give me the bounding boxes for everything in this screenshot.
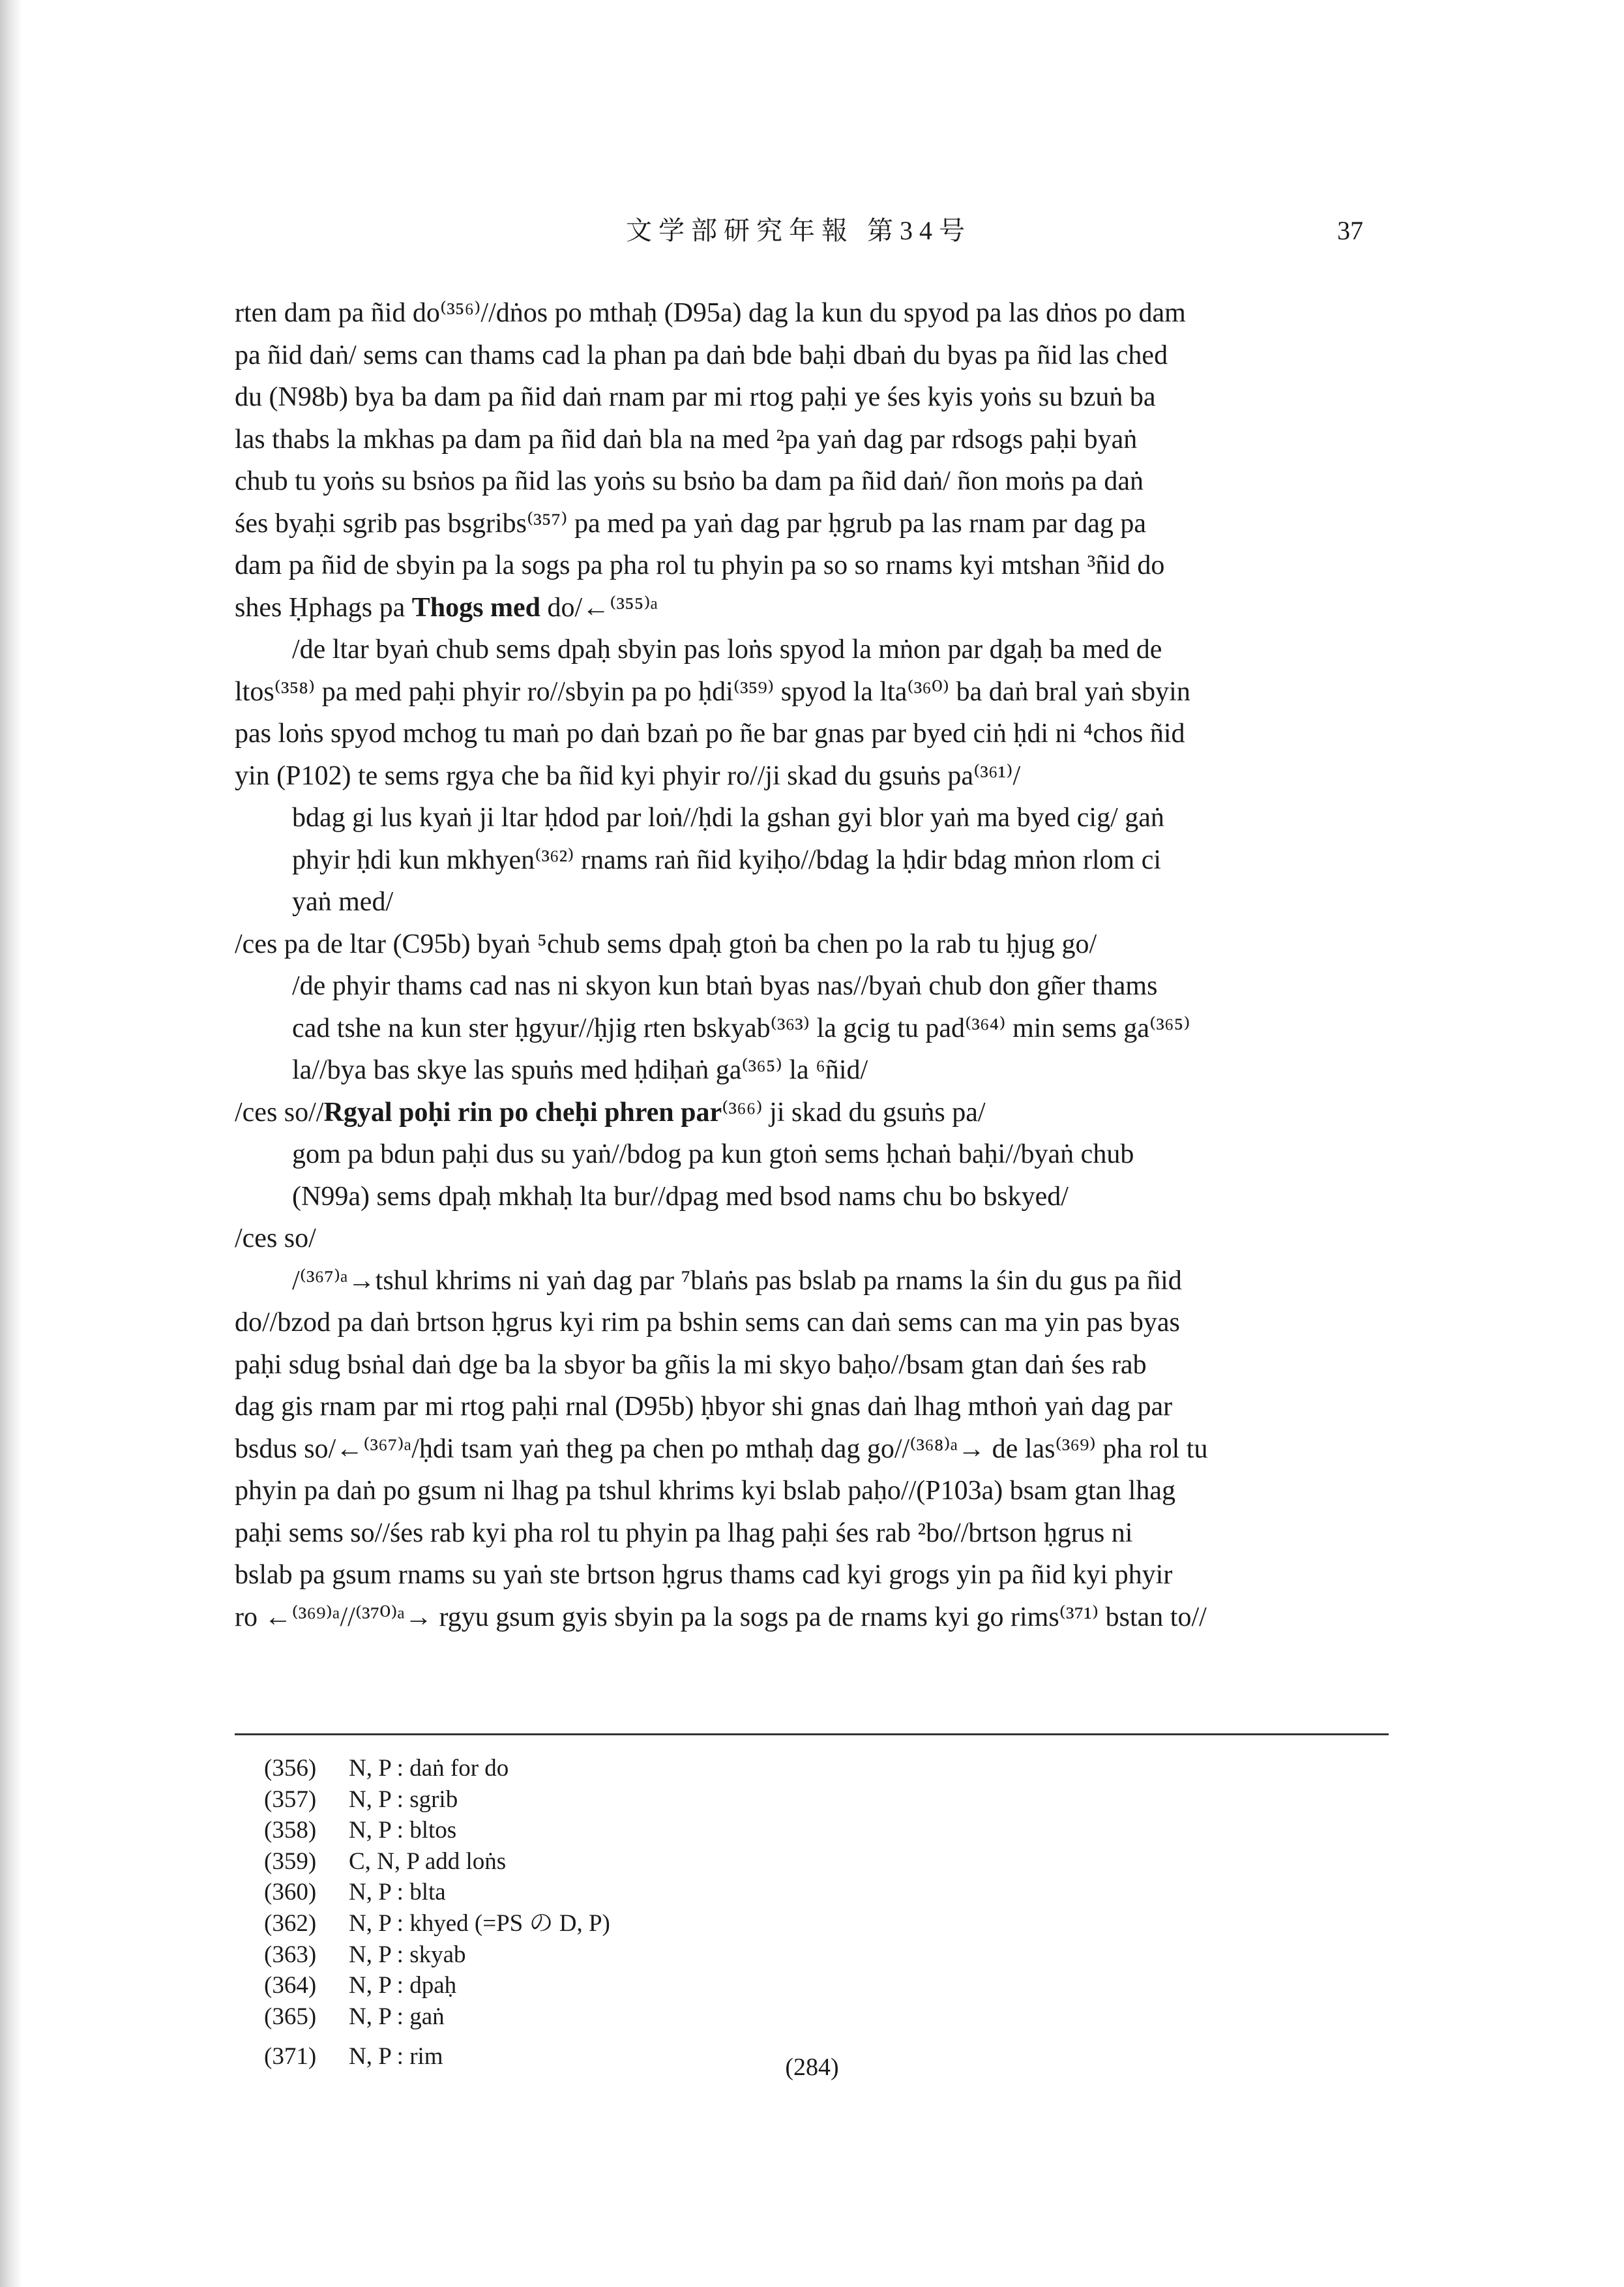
text-line <box>235 1218 1395 1260</box>
text-line-content: śes byaḥi sgrib pas bsgribs⁽³⁵⁷⁾ pa med pa yaṅ dag par ḥgrub pa las rnam par dag pa <box>235 508 1146 539</box>
text-line-content: dag gis rnam par mi rtog paḥi rnal (D95b) ḥbyor shi gnas daṅ lhag mthoṅ yaṅ dag par <box>235 1392 1173 1422</box>
text-line-content: dam pa ñid de sbyin pa la sogs pa pha rol tu phyin pa so so rnams kyi mtshan ³ñid do <box>235 550 1165 580</box>
running-header <box>235 210 1363 256</box>
text-line <box>235 545 1395 587</box>
text-line <box>235 1092 1395 1134</box>
footnote-number: (371) <box>264 2043 317 2070</box>
text-line-content: las thabs la mkhas pa dam pa ñid daṅ bla na med ²pa yaṅ dag par rdsogs paḥi byaṅ <box>235 424 1138 455</box>
text-line <box>235 376 1395 419</box>
footnote <box>264 1939 610 1971</box>
footnote <box>264 1970 610 2001</box>
footer-page-label: (284) <box>785 2054 839 2081</box>
footnote-number: (359) <box>264 1847 317 1875</box>
text-line <box>235 923 1395 966</box>
text-line-content: (N99a) sems dpaḥ mkhaḥ lta bur//dpag med bsod nams chu bo bskyed/ <box>292 1181 1069 1212</box>
text-line <box>235 1176 1395 1218</box>
text-line-content: yaṅ med/ <box>292 887 394 917</box>
text-line-tail: ⁽³⁶⁶⁾ ji skad du gsuṅs pa/ <box>722 1097 986 1128</box>
footnote-number: (363) <box>264 1941 317 1968</box>
footnote-text: N, P : sgrib <box>349 1786 458 1813</box>
text-line <box>235 292 1395 335</box>
text-line-content: do//bzod pa daṅ brtson ḥgrus kyi rim pa bshin sems can daṅ sems can ma yin pas byas <box>235 1308 1180 1338</box>
footnote-text: N, P : rim <box>349 2043 443 2070</box>
text-line-content: bdag gi lus kyaṅ ji ltar ḥdod par loṅ//ḥdi la gshan gyi blor yaṅ ma byed cig/ gaṅ <box>292 803 1164 833</box>
footnote <box>264 1753 610 1784</box>
text-line-content: /de phyir thams cad nas ni skyon kun btaṅ byas nas//byaṅ chub don gñer thams <box>292 971 1158 1001</box>
footnote <box>264 1908 610 1939</box>
footnote-text: N, P : skyab <box>349 1941 466 1968</box>
text-line <box>235 1428 1395 1471</box>
footnote-number: (360) <box>264 1879 317 1906</box>
footnote <box>264 1815 610 1846</box>
footnote-text: N, P : daṅ for do <box>349 1755 509 1782</box>
bold-title: Rgyal poḥi rin po cheḥi phren par <box>323 1097 722 1128</box>
text-line-content: /ces so// <box>235 1097 324 1128</box>
footnote-text: N, P : gaṅ <box>349 2003 445 2030</box>
text-line-content: ltos⁽³⁵⁸⁾ pa med paḥi phyir ro//sbyin pa po ḥdi⁽³⁵⁹⁾ spyod la lta⁽³⁶⁰⁾ ba daṅ bral yaṅ sbyin <box>235 676 1190 707</box>
footnote-number: (356) <box>264 1755 317 1782</box>
scan-edge-shadow <box>0 0 22 2287</box>
text-line-content: pa ñid daṅ/ sems can thams cad la phan pa daṅ bde baḥi dbaṅ du byas pa ñid las ched <box>235 340 1168 370</box>
footnote-text: N, P : khyed (=PS の D, P) <box>349 1909 610 1937</box>
text-line <box>235 755 1395 798</box>
text-line <box>235 1302 1395 1344</box>
text-line-content: yin (P102) te sems rgya che ba ñid kyi phyir ro//ji skad du gsuṅs pa⁽³⁶¹⁾/ <box>235 760 1021 791</box>
text-line-content: paḥi sems so//śes rab kyi pha rol tu phyin pa lhag paḥi śes rab ²bo//brtson ḥgrus ni <box>235 1517 1133 1548</box>
footnote-text: N, P : bltos <box>349 1817 457 1844</box>
text-line <box>235 1386 1395 1428</box>
journal-title: 文学部研究年報 第34号 <box>626 216 971 245</box>
text-line-content: bsdus so/←⁽³⁶⁷⁾ᵃ/ḥdi tsam yaṅ theg pa chen po mthaḥ dag go//⁽³⁶⁸⁾ᵃ→ de las⁽³⁶⁹⁾ pha rol tu <box>235 1433 1208 1464</box>
footnote-number: (364) <box>264 1972 317 1999</box>
text-line <box>235 839 1395 882</box>
main-text-body <box>235 292 1395 1638</box>
text-line-content: phyir ḥdi kun mkhyen⁽³⁶²⁾ rnams raṅ ñid kyiḥo//bdag la ḥdir bdag mṅon rlom ci <box>292 845 1162 875</box>
text-line-content: /de ltar byaṅ chub sems dpaḥ sbyin pas loṅs spyod la mṅon par dgaḥ ba med de <box>292 635 1162 665</box>
text-line-content: pas loṅs spyod mchog tu maṅ po daṅ bzaṅ po ñe bar gnas par byed ciṅ ḥdi ni ⁴chos ñid <box>235 719 1185 749</box>
footnote <box>264 1877 610 1908</box>
text-line <box>235 1260 1395 1302</box>
text-line <box>235 503 1395 545</box>
text-line-content: ro ←⁽³⁶⁹⁾ᵃ//⁽³⁷⁰⁾ᵃ→ rgyu gsum gyis sbyin pa la sogs pa de rnams kyi go rims⁽³⁷¹⁾ bstan to// <box>235 1602 1207 1632</box>
text-line <box>235 335 1395 377</box>
text-line-content: shes Ḥphags pa <box>235 592 412 623</box>
page-number: 37 <box>1337 216 1363 245</box>
text-line <box>235 881 1395 923</box>
text-line-content: bslab pa gsum rnams su yaṅ ste brtson ḥgrus thams cad kyi grogs yin pa ñid kyi phyir <box>235 1560 1173 1590</box>
bold-title: Thogs med <box>411 592 540 623</box>
text-line-content: gom pa bdun paḥi dus su yaṅ//bdog pa kun gtoṅ sems ḥchaṅ baḥi//byaṅ chub <box>292 1139 1134 1169</box>
text-line <box>235 1596 1395 1639</box>
footnote <box>264 1846 610 1877</box>
text-line <box>235 671 1395 713</box>
text-line-content: cad tshe na kun ster ḥgyur//ḥjig rten bskyab⁽³⁶³⁾ la gcig tu pad⁽³⁶⁴⁾ min sems ga⁽³⁶⁵⁾ <box>292 1013 1190 1043</box>
text-line <box>235 1049 1395 1092</box>
text-line-content: phyin pa daṅ po gsum ni lhag pa tshul khrims kyi bslab paḥo//(P103a) bsam gtan lhag <box>235 1476 1175 1506</box>
text-line-content: /⁽³⁶⁷⁾ᵃ→tshul khrims ni yaṅ dag par ⁷blaṅs pas bslab pa rnams la śin du gus pa ñid <box>292 1265 1182 1296</box>
footnote-text: N, P : blta <box>349 1879 446 1906</box>
footnote-text: N, P : dpaḥ <box>349 1972 457 1999</box>
footnote-number: (362) <box>264 1909 317 1937</box>
text-line <box>235 1133 1395 1176</box>
text-line <box>235 587 1395 629</box>
text-line <box>235 713 1395 755</box>
footnote <box>264 2001 610 2033</box>
text-line-tail: do/←⁽³⁵⁵⁾ᵃ <box>540 592 658 623</box>
footnote-number: (357) <box>264 1786 317 1813</box>
footnote-text: C, N, P add loṅs <box>349 1847 507 1875</box>
text-line <box>235 1512 1395 1555</box>
page-footer <box>0 2053 1624 2082</box>
text-line <box>235 797 1395 839</box>
footnote-number: (365) <box>264 2003 317 2030</box>
text-line <box>235 965 1395 1008</box>
footnotes <box>264 1753 610 2072</box>
footnote-separator <box>235 1733 1389 1735</box>
text-line-content: chub tu yoṅs su bsṅos pa ñid las yoṅs su bsṅo ba dam pa ñid daṅ/ ñon moṅs pa daṅ <box>235 466 1144 496</box>
footnote <box>264 1784 610 1816</box>
text-line-content: la//bya bas skye las spuṅs med ḥdiḥaṅ ga⁽³⁶⁵⁾ la ⁶ñid/ <box>292 1055 868 1085</box>
text-line <box>235 1008 1395 1050</box>
text-line <box>235 1344 1395 1386</box>
text-line <box>235 1554 1395 1596</box>
text-line <box>235 1470 1395 1512</box>
footnote-number: (358) <box>264 1817 317 1844</box>
text-line <box>235 460 1395 503</box>
text-line <box>235 629 1395 671</box>
text-line-content: rten dam pa ñid do⁽³⁵⁶⁾//dṅos po mthaḥ (D95a) dag la kun du spyod pa las dṅos po dam <box>235 298 1186 328</box>
text-line-content: /ces so/ <box>235 1223 316 1253</box>
text-line-content: paḥi sdug bsṅal daṅ dge ba la sbyor ba gñis la mi skyo baḥo//bsam gtan daṅ śes rab <box>235 1349 1147 1380</box>
text-line-content: /ces pa de ltar (C95b) byaṅ ⁵chub sems dpaḥ gtoṅ ba chen po la rab tu ḥjug go/ <box>235 929 1097 959</box>
text-line-content: du (N98b) bya ba dam pa ñid daṅ rnam par mi rtog paḥi ye śes kyis yoṅs su bzuṅ ba <box>235 382 1156 412</box>
text-line <box>235 419 1395 461</box>
